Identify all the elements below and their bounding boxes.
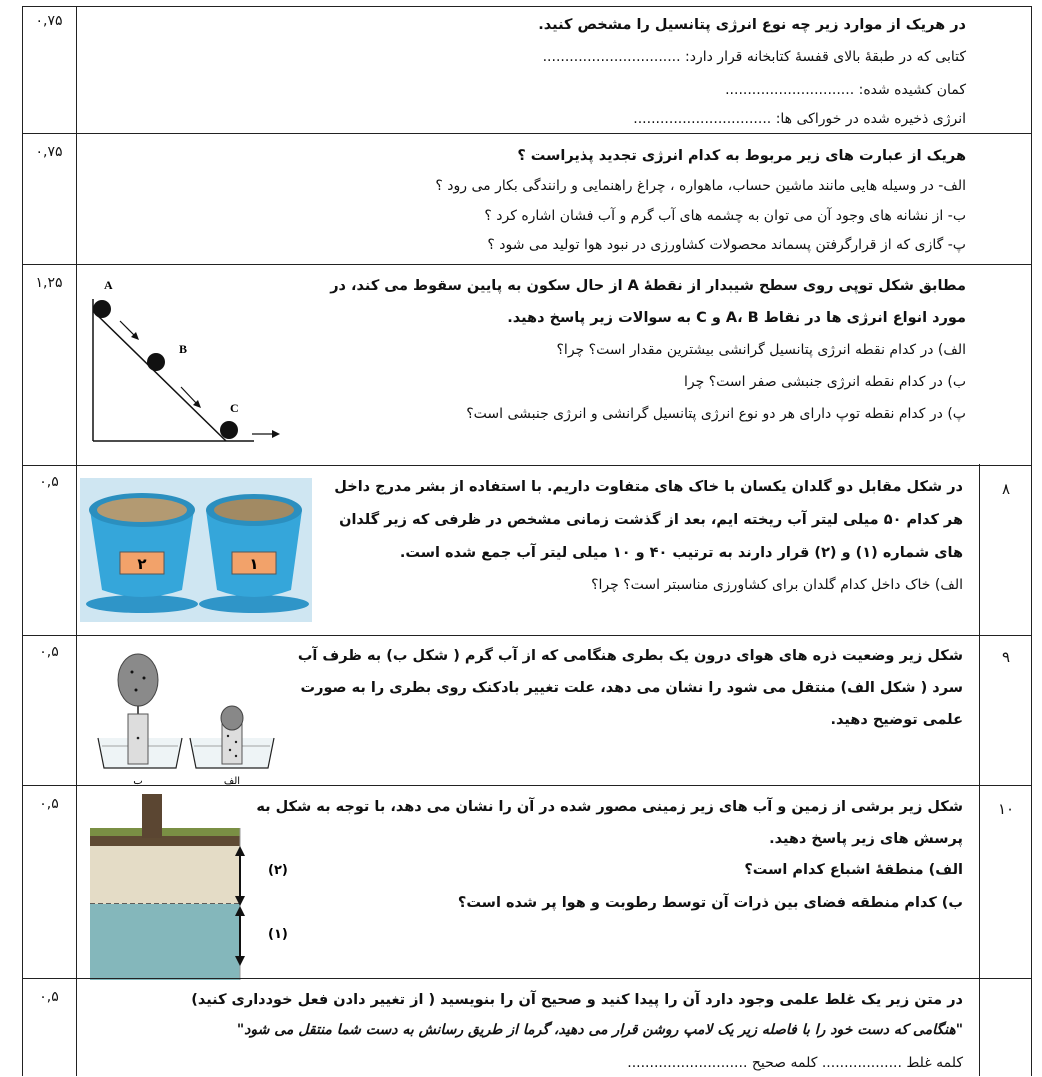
label-b: B: [179, 342, 188, 356]
table-row: [22, 264, 1032, 466]
question-line: پ- گازی که از قرارگرفتن پسماند محصولات کشاورزی در نبود هوا تولید می شود ؟: [487, 237, 966, 253]
question-line: کمان کشیده شده: .............................: [725, 82, 966, 98]
pots-figure: [80, 478, 312, 622]
label-hot-water: ب: [133, 776, 143, 786]
table-row: [22, 133, 1032, 265]
score-cell: ۰,۵: [39, 474, 59, 490]
question-title: شکل زیر برشی از زمین و آب های زیر زمینی مصور شده در آن را نشان می دهد، با توجه به شکل به: [256, 799, 963, 815]
question-title: علمی توضیح دهید.: [830, 712, 963, 728]
label-cold-water: الف: [223, 776, 241, 786]
question-title: مطابق شکل توپی روی سطح شیبدار از نقطهٔ A از حال سکون به پایین سقوط می کند، در: [330, 278, 966, 294]
table-row: [22, 6, 1032, 134]
question-content: [78, 134, 974, 265]
question-line: الف) خاک داخل کدام گلدان برای کشاورزی مناسبتر است؟ چرا؟: [591, 577, 963, 593]
answer-blanks: کلمه غلط .................. کلمه صحیح ...........................: [627, 1055, 963, 1071]
score-cell: ۱,۲۵: [35, 275, 63, 291]
question-title: های شماره (۱) و (۲) قرار دارند به ترتیب ۴۰ و ۱۰ میلی لیتر آب جمع شده است.: [399, 545, 963, 561]
ball-a: [93, 300, 111, 318]
question-line: ب) در کدام نقطه انرژی جنبشی صفر است؟ چرا: [683, 374, 966, 390]
exam-table: [22, 6, 1032, 1076]
question-quote: "هنگامی که دست خود را با فاصله زیر یک لامپ روشن قرار می دهید، گرما از طریق رسانش به دست شما منتقل می شود": [236, 1022, 963, 1038]
ball-b: [147, 353, 165, 371]
score-cell: ۰,۷۵: [35, 13, 63, 29]
question-line: الف- در وسیله هایی مانند ماشین حساب، ماهواره ، چراغ راهنمایی و رانندگی بکار می رود ؟: [435, 178, 966, 194]
label-c: C: [230, 401, 239, 415]
score-cell: ۰,۷۵: [35, 144, 63, 160]
arrow-icon: [181, 387, 198, 405]
table-row: [22, 635, 1032, 786]
table-row: [22, 465, 1032, 636]
question-line: انرژی ذخیره شده در خوراکی ها: ...............................: [633, 111, 966, 127]
zone-2-label: (۲): [268, 863, 288, 878]
table-row: [22, 785, 1032, 979]
question-title: سرد ( شکل الف) منتقل می شود را نشان می دهد، علت تغییر بادکنک روی بطری را به صورت: [300, 680, 963, 696]
question-line: الف) در کدام نقطه انرژی پتانسیل گرانشی بیشترین مقدار است؟ چرا؟: [556, 342, 966, 358]
question-title: در متن زیر یک غلط علمی وجود دارد آن را پیدا کنید و صحیح آن را بنویسید ( از تغییر دادن فعل خودداری کنید): [191, 992, 963, 1008]
question-number: ۱۰: [997, 800, 1015, 818]
large-balloon: [118, 654, 158, 706]
question-line: پ) در کدام نقطه توپ دارای هر دو نوع انرژی پتانسیل گرانشی و انرژی جنبشی است؟: [466, 406, 966, 422]
pot-2-label: ۲: [137, 555, 147, 573]
question-number: ۹: [1001, 648, 1011, 666]
question-title: هریک از عبارت های زیر مربوط به کدام انرژی تجدید پذیراست ؟: [517, 148, 966, 164]
question-title: الف) منطقهٔ اشباع کدام است؟: [744, 862, 963, 878]
question-content: [78, 979, 971, 1077]
ball-c: [220, 421, 238, 439]
question-title: هر کدام ۵۰ میلی لیتر آب ریخته ایم، بعد از گذشت زمانی مشخص در ظرفی که زیر گلدان: [339, 512, 963, 528]
score-cell: ۰,۵: [39, 989, 59, 1005]
pot-1-label: ۱: [249, 555, 259, 573]
table-row: [22, 978, 1032, 1077]
question-title: ب) کدام منطقه فضای بین ذرات آن توسط رطوبت و هوا پر شده است؟: [457, 895, 963, 911]
score-cell: ۰,۵: [39, 796, 59, 812]
question-title: مورد انواع انرژی ها در نقاط A، B و C به سوالات زیر پاسخ دهید.: [507, 310, 966, 326]
incline-figure: [84, 271, 284, 446]
question-content: [78, 7, 974, 134]
score-cell: ۰,۵: [39, 644, 59, 660]
question-title: در هریک از موارد زیر چه نوع انرژی پتانسیل را مشخص کنید.: [538, 17, 966, 33]
question-title: پرسش های زیر پاسخ دهید.: [769, 831, 963, 847]
small-balloon: [221, 706, 243, 730]
zone-1-label: (۱): [268, 927, 288, 942]
tree-trunk: [142, 794, 162, 838]
question-number: ۸: [1001, 480, 1011, 498]
question-line: کتابی که در طبقهٔ بالای قفسهٔ کتابخانه قرار دارد: ...............................: [542, 49, 966, 65]
question-line: ب- از نشانه های وجود آن می توان به چشمه های آب گرم و آب فشان اشاره کرد ؟: [484, 208, 966, 224]
ground-section-figure: [90, 794, 300, 982]
question-title: شکل زیر وضعیت ذره های هوای درون یک بطری هنگامی که از آب گرم ( شکل ب) به ظرف آب: [297, 648, 963, 664]
balloon-bottle-figure: [94, 646, 276, 786]
question-title: در شکل مقابل دو گلدان یکسان با خاک های متفاوت داریم. با استفاده از بشر مدرج داخل: [334, 479, 963, 495]
label-a: A: [104, 278, 113, 292]
